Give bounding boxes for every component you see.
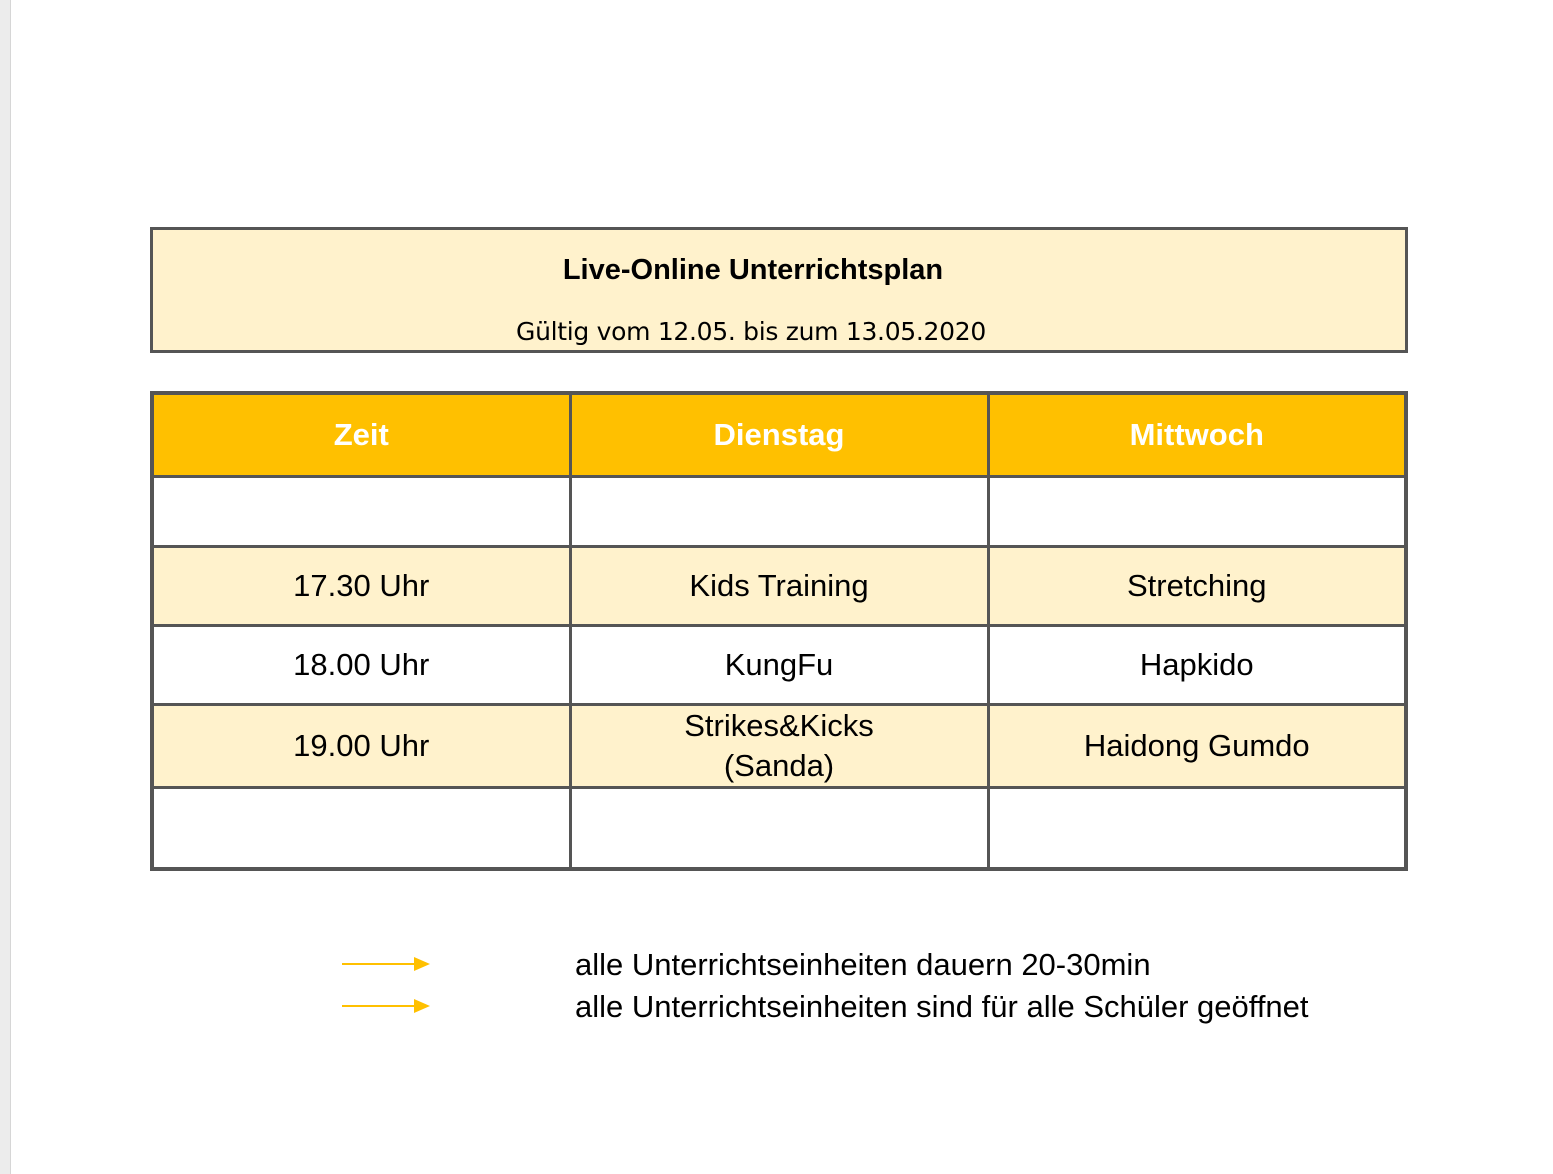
- title-box: [150, 227, 1408, 353]
- validity-subtitle: Gültig vom 12.05. bis zum 13.05.2020: [516, 317, 986, 346]
- table-cell-dienstag-text: Strikes&Kicks (Sanda): [684, 708, 874, 783]
- column-header-dienstag: Dienstag: [570, 393, 988, 477]
- table-row: [152, 547, 1406, 626]
- table-cell-mittwoch: Hapkido: [988, 626, 1406, 705]
- note-text: alle Unterrichtseinheiten dauern 20-30min: [575, 947, 1151, 982]
- page-gutter: [0, 0, 11, 1174]
- table-cell-time: 19.00 Uhr: [152, 705, 570, 788]
- note-item: [340, 944, 1440, 986]
- arrow-right-icon: [340, 954, 432, 974]
- note-item: [340, 986, 1440, 1028]
- table-cell-dienstag: [570, 477, 988, 547]
- table-cell-time: [152, 788, 570, 870]
- column-header-zeit: Zeit: [152, 393, 570, 477]
- column-header-mittwoch: Mittwoch: [988, 393, 1406, 477]
- table-cell-time: 18.00 Uhr: [152, 626, 570, 705]
- table-cell-dienstag: KungFu: [570, 626, 988, 705]
- table-cell-time: [152, 477, 570, 547]
- table-header-row: [152, 393, 1406, 477]
- table-row: [152, 626, 1406, 705]
- table-cell-dienstag: [570, 788, 988, 870]
- table-cell-mittwoch: Haidong Gumdo: [988, 705, 1406, 788]
- table-cell-mittwoch: Stretching: [988, 547, 1406, 626]
- arrow-right-icon: [340, 996, 432, 1016]
- table-cell-mittwoch: [988, 788, 1406, 870]
- schedule-table: [150, 391, 1408, 871]
- table-cell-time: 17.30 Uhr: [152, 547, 570, 626]
- table-cell-dienstag: [570, 705, 988, 788]
- table-row: [152, 477, 1406, 547]
- table-cell-mittwoch: [988, 477, 1406, 547]
- table-row: [152, 705, 1406, 788]
- page-title: Live-Online Unterrichtsplan: [562, 254, 944, 286]
- note-text: alle Unterrichtseinheiten sind für alle Schüler geöffnet: [575, 989, 1309, 1024]
- table-row: [152, 788, 1406, 870]
- table-cell-dienstag: Kids Training: [570, 547, 988, 626]
